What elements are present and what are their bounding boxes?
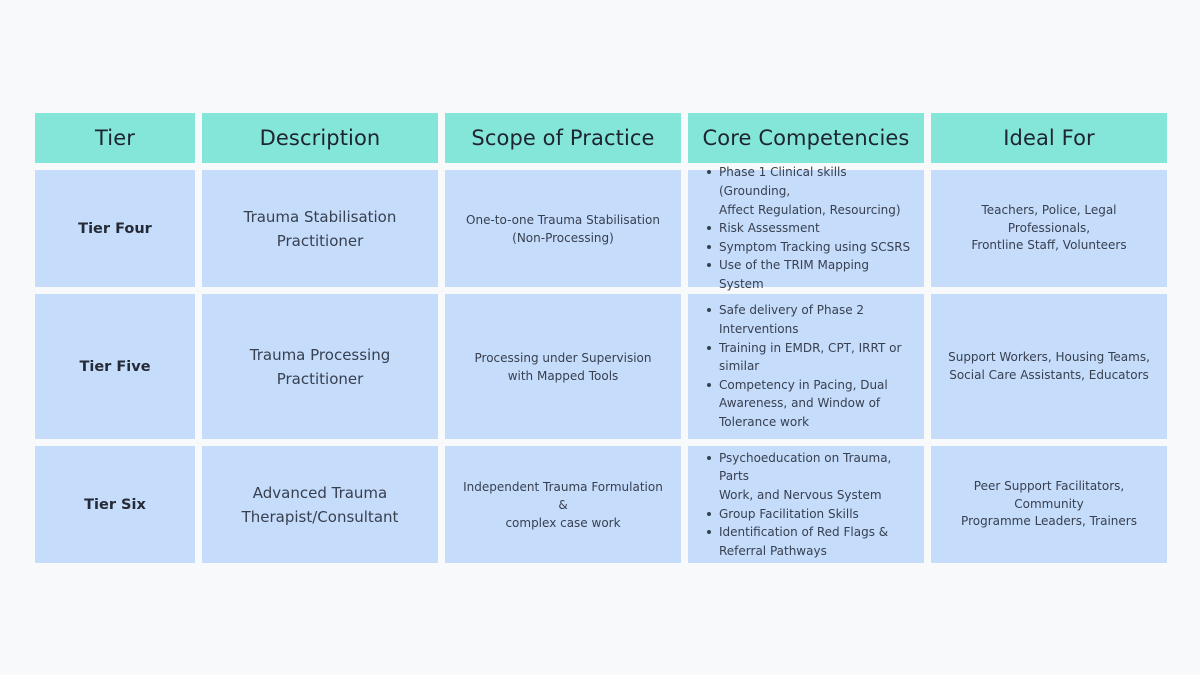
competency-line: Use of the TRIM Mapping System <box>719 258 869 291</box>
scope-line: (Non-Processing) <box>512 230 614 245</box>
ideal-for-cell <box>931 294 1167 439</box>
description-line: Practitioner <box>276 369 364 388</box>
competency-item <box>719 163 914 219</box>
competency-item <box>719 256 914 293</box>
competency-line: Interventions <box>719 322 799 337</box>
competency-line: Referral Pathways <box>719 543 827 558</box>
scope-cell <box>445 294 681 439</box>
scope-cell <box>445 170 681 287</box>
tier-cell: Tier Six <box>35 446 195 563</box>
scope-line: Independent Trauma Formulation & <box>463 479 663 512</box>
competency-line: Risk Assessment <box>719 221 820 236</box>
tier-cell: Tier Four <box>35 170 195 287</box>
header-description: Description <box>202 113 438 163</box>
competency-item <box>719 523 914 560</box>
ideal-for-line: Social Care Assistants, Educators <box>949 367 1149 382</box>
competency-list <box>706 449 914 561</box>
competency-line: Tolerance work <box>719 414 810 429</box>
header-core-competencies: Core Competencies <box>688 113 924 163</box>
tier-cell: Tier Five <box>35 294 195 439</box>
competency-item <box>719 339 901 376</box>
description-line: Therapist/Consultant <box>241 507 399 526</box>
tier-table <box>35 113 1167 563</box>
competency-line: Competency in Pacing, Dual <box>719 377 888 392</box>
ideal-for-line: Peer Support Facilitators, Community <box>973 479 1125 511</box>
competency-line: Group Facilitation Skills <box>719 506 859 521</box>
scope-line: One-to-one Trauma Stabilisation <box>466 212 660 227</box>
ideal-for-cell <box>931 170 1167 287</box>
ideal-for-line: Programme Leaders, Trainers <box>961 514 1137 529</box>
competency-line: Awareness, and Window of <box>719 396 881 411</box>
competency-line: similar <box>719 359 760 374</box>
competency-line: Phase 1 Clinical skills (Grounding, <box>719 165 847 199</box>
header-tier: Tier <box>35 113 195 163</box>
description-cell <box>202 446 438 563</box>
description-line: Trauma Processing <box>249 345 391 364</box>
description-cell <box>202 170 438 287</box>
competency-line: Training in EMDR, CPT, IRRT or <box>719 340 902 355</box>
description-line: Trauma Stabilisation <box>243 207 397 226</box>
competency-item <box>719 376 901 432</box>
competency-line: Affect Regulation, Resourcing) <box>719 202 901 217</box>
ideal-for-line: Support Workers, Housing Teams, <box>948 350 1150 364</box>
competencies-cell <box>688 165 924 291</box>
competency-item <box>719 219 914 238</box>
competency-line: Psychoeducation on Trauma, Parts <box>719 450 892 484</box>
competency-line: Identification of Red Flags & <box>719 525 889 540</box>
competency-item <box>719 301 901 338</box>
ideal-for-line: Frontline Staff, Volunteers <box>971 238 1127 253</box>
header-scope-of-practice: Scope of Practice <box>445 113 681 163</box>
scope-line: complex case work <box>505 515 621 530</box>
competency-item <box>719 505 914 524</box>
competency-item <box>719 238 914 257</box>
description-line: Practitioner <box>276 231 364 250</box>
ideal-for-cell <box>931 446 1167 563</box>
description-cell <box>202 294 438 439</box>
header-ideal-for: Ideal For <box>931 113 1167 163</box>
competency-item <box>719 449 914 505</box>
competency-line: Symptom Tracking using SCSRS <box>719 239 911 254</box>
scope-line: with Mapped Tools <box>507 368 619 383</box>
competency-line: Safe delivery of Phase 2 <box>719 303 865 318</box>
competency-list <box>706 163 914 293</box>
ideal-for-line: Teachers, Police, Legal Professionals, <box>981 203 1117 235</box>
scope-cell <box>445 446 681 563</box>
competency-list <box>706 301 901 431</box>
scope-line: Processing under Supervision <box>474 350 652 365</box>
competencies-cell <box>688 446 924 563</box>
competency-line: Work, and Nervous System <box>719 487 882 502</box>
competencies-cell <box>688 294 924 439</box>
description-line: Advanced Trauma <box>252 483 388 502</box>
